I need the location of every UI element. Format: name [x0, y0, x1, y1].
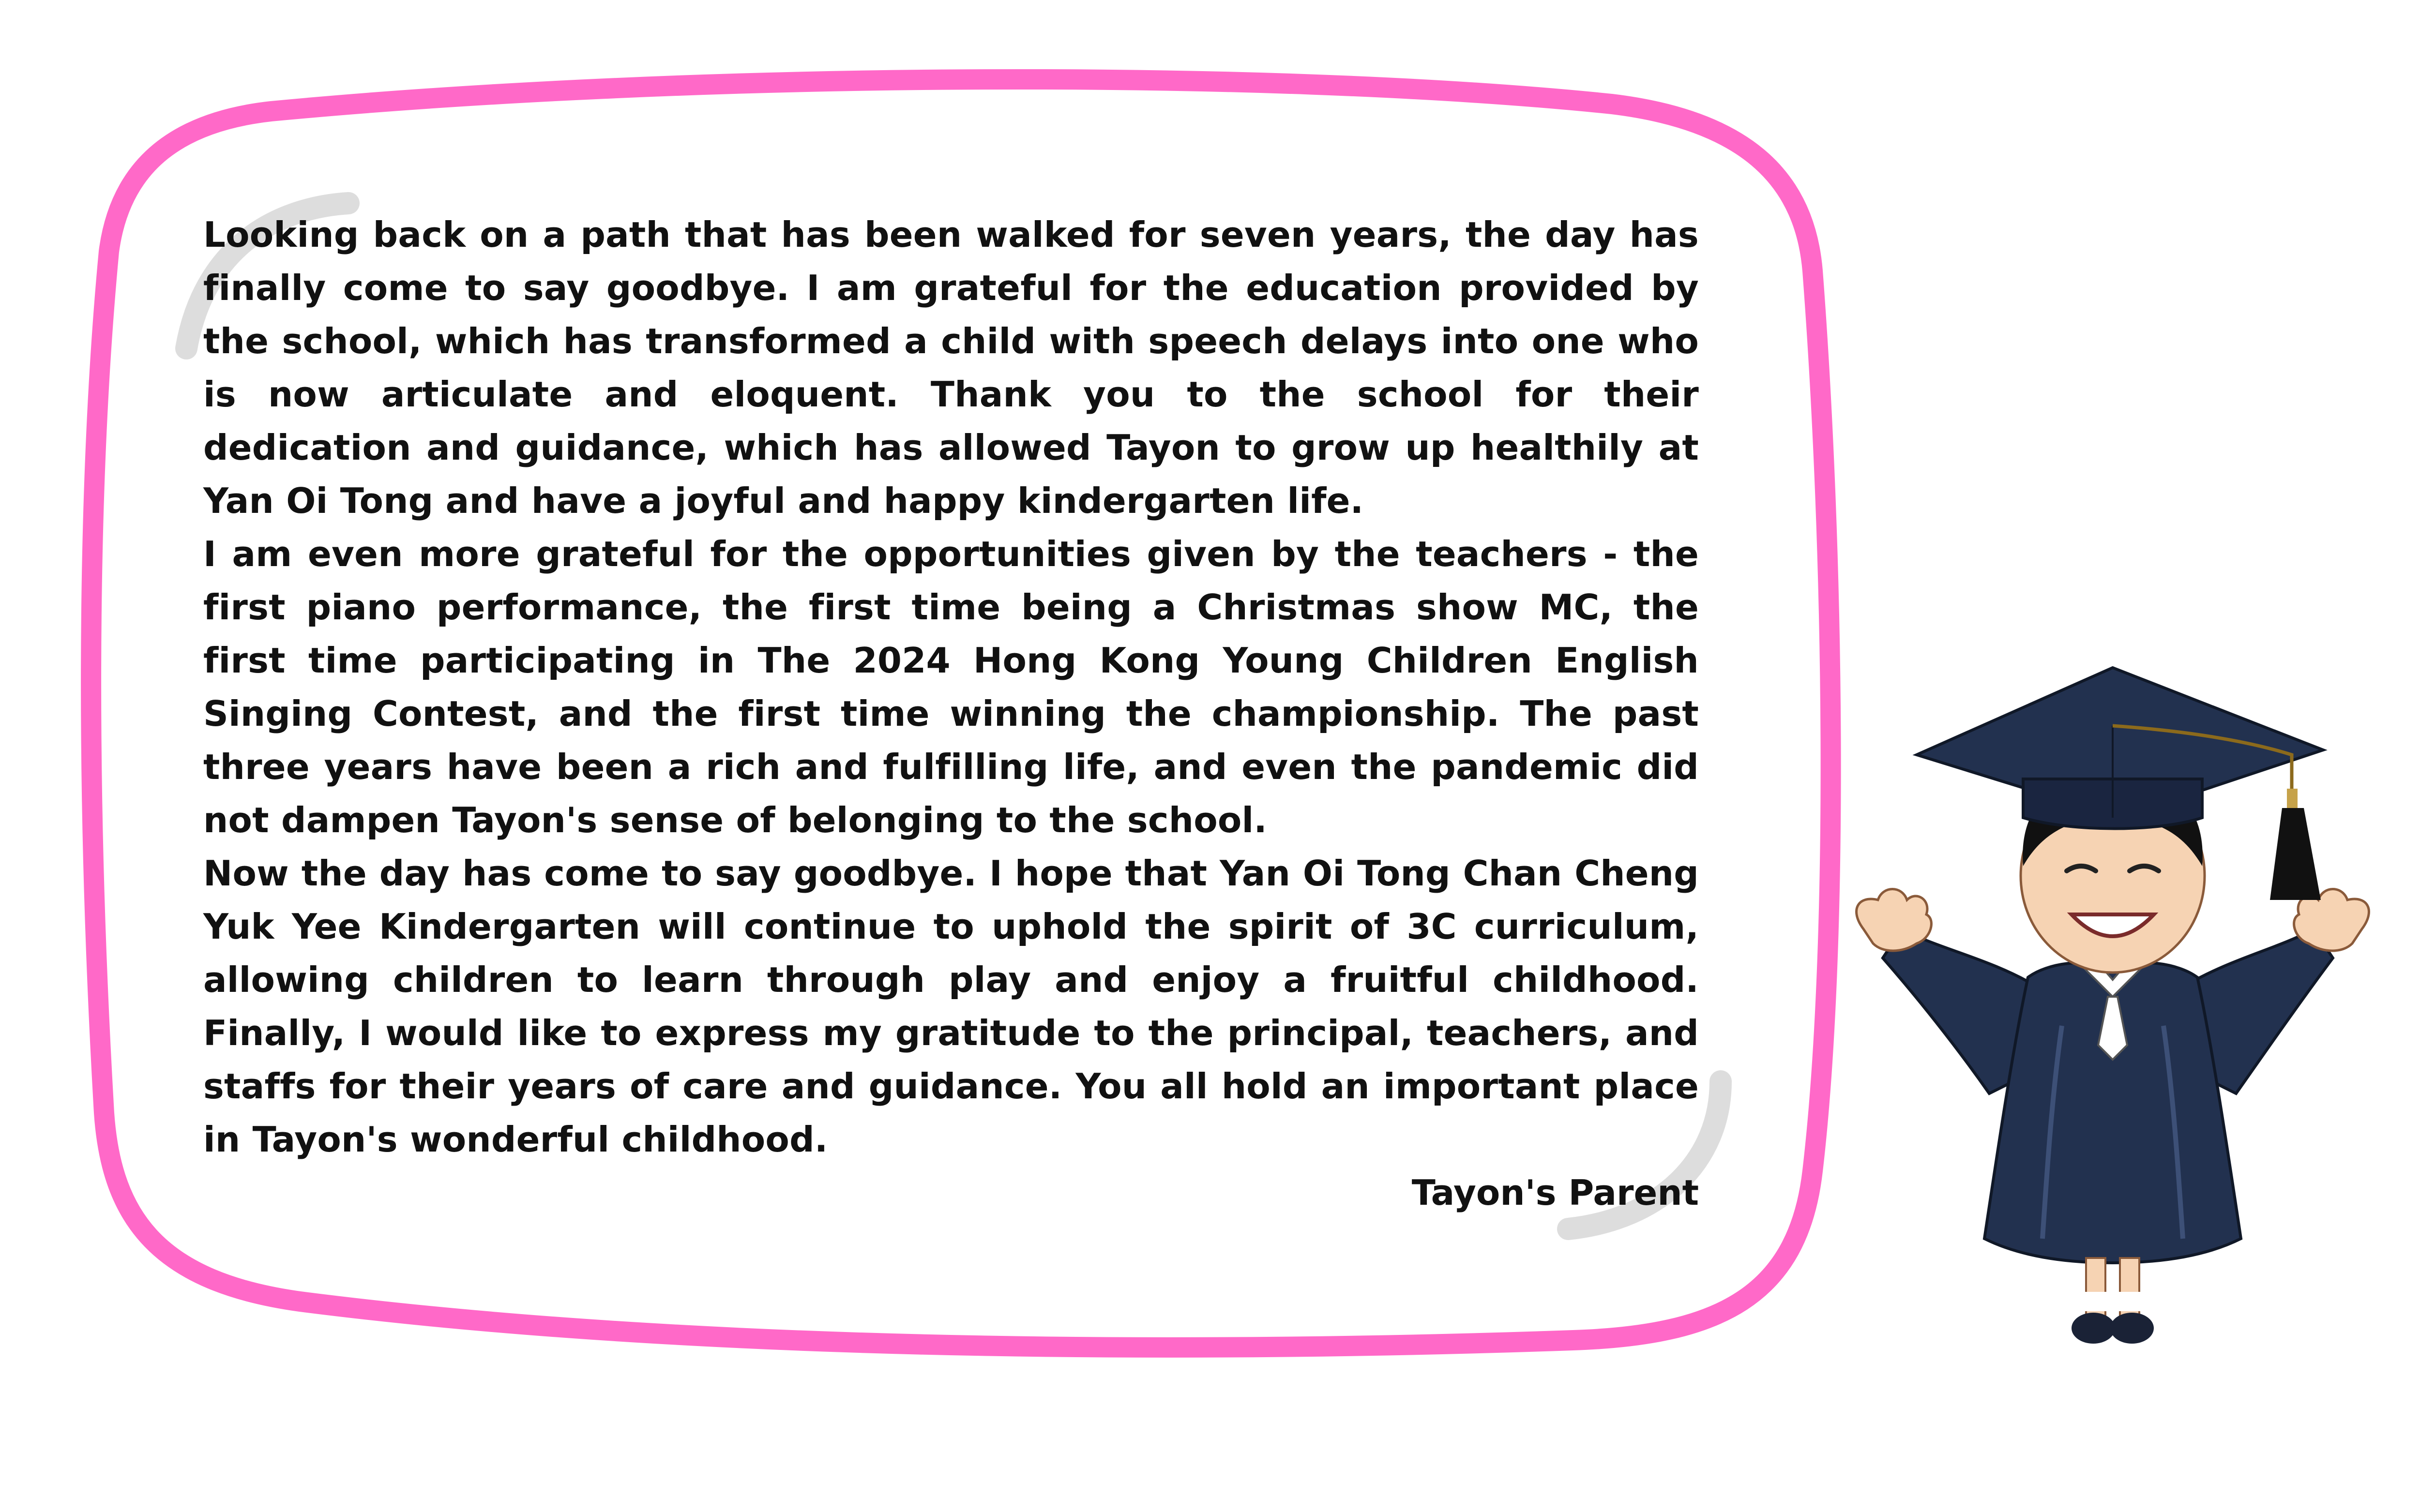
left-hand — [1857, 889, 1932, 951]
tassel-knot — [2287, 789, 2298, 808]
left-sock — [2085, 1292, 2106, 1311]
right-sock — [2119, 1292, 2140, 1311]
graduate-cartoon-icon — [1844, 658, 2381, 1360]
testimonial-paragraph-2: I am even more grateful for the opportunities given by the teachers - the first piano performance, the first time being a Christmas show MC, the first time participating in The 2024 Hong Kong Young Children English Singing Contest, and the first time winning the championship. The past three years have been a rich and fulfilling life, and even the pandemic did not dampen Tayon's sense of belonging to the school. — [203, 534, 1699, 840]
testimonial-paragraph-1: Looking back on a path that has been walked for seven years, the day has finally come to say goodbye. I am grateful for the education provided by the school, which has transformed a child with speech delays into one who is now articulate and eloquent. Thank you to the school for their dedication and guidance, which has allowed Tayon to grow up healthily at Yan Oi Tong and have a joyful and happy kindergarten life. — [203, 214, 1699, 521]
left-shoe — [2072, 1313, 2115, 1344]
testimonial-body — [203, 208, 1699, 1166]
testimonial-paragraph-3: Now the day has come to say goodbye. I hope that Yan Oi Tong Chan Cheng Yuk Yee Kindergarten will continue to uphold the spirit of 3C curriculum, allowing children to learn through play and enjoy a fruitful childhood. Finally, I would like to express my gratitude to the principal, teachers, and staffs for their years of care and guidance. You all hold an important place in Tayon's wonderful childhood. — [203, 853, 1699, 1160]
right-shoe — [2110, 1313, 2154, 1344]
signature: Tayon's Parent — [1411, 1172, 1699, 1213]
tassel-icon — [2270, 808, 2321, 900]
